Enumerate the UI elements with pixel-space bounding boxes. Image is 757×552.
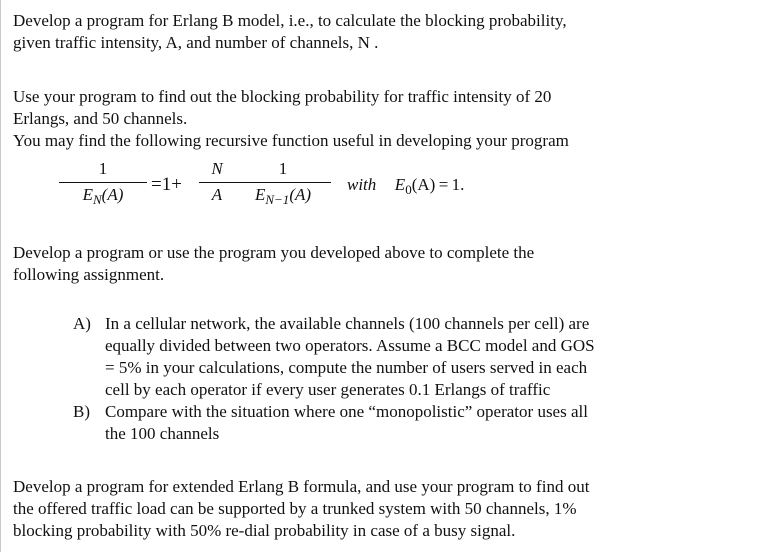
task3-line-3: blocking probability with 50% re-dial probability in case of a busy signal. <box>13 521 516 540</box>
n-over-a-fraction <box>199 158 235 206</box>
list-marker-b: B) <box>73 402 90 421</box>
item-a-line-4: cell by each operator if every user generates 0.1 Erlangs of traffic <box>105 380 551 399</box>
frac1-numerator: N <box>211 159 223 178</box>
with-text: with <box>347 175 377 194</box>
task1-line-1: Use your program to find out the blocking probability for traffic intensity of 20 <box>13 87 552 106</box>
lhs-fraction <box>59 158 147 211</box>
task3-line-2: the offered traffic load can be supported by a trunked system with 50 channels, 1% <box>13 499 577 518</box>
equals-one-plus: =1+ <box>151 174 182 195</box>
frac2-den-arg: (A) <box>289 185 312 204</box>
frac1-bar <box>199 182 235 183</box>
list-item <box>73 401 733 445</box>
lhs-numerator: 1 <box>98 159 108 178</box>
task3-line-1: Develop a program for extended Erlang B formula, and use your program to find out <box>13 477 590 496</box>
task1-paragraph <box>13 86 748 152</box>
task3-paragraph <box>13 476 748 542</box>
initial-condition <box>347 174 464 201</box>
lhs-den-arg: (A) <box>101 185 124 204</box>
list-marker-a: A) <box>73 314 91 333</box>
task2-paragraph <box>13 242 748 286</box>
intro-paragraph <box>13 10 748 54</box>
lhs-den-E: E <box>82 185 93 204</box>
lhs-denominator <box>59 184 147 211</box>
frac2-den-sub: N−1 <box>265 192 290 207</box>
init-sub: 0 <box>405 182 412 197</box>
init-rest: (A) = 1. <box>411 175 465 194</box>
lhs-den-sub: N <box>93 192 102 207</box>
intro-line-2: given traffic intensity, A, and number of channels, N . <box>13 33 379 52</box>
task2-line-1: Develop a program or use the program you developed above to complete the <box>13 243 535 262</box>
recursive-formula <box>59 158 659 222</box>
intro-line-1: Develop a program for Erlang B model, i.e., to calculate the blocking probability, <box>13 11 567 30</box>
task1-line-3: You may find the following recursive function useful in developing your program <box>13 131 569 150</box>
item-a-line-2: equally divided between two operators. Assume a BCC model and GOS <box>105 336 595 355</box>
one-over-e-fraction <box>235 158 331 211</box>
lhs-fraction-bar <box>59 182 147 183</box>
task1-line-2: Erlangs, and 50 channels. <box>13 109 188 128</box>
list-item <box>73 313 733 401</box>
item-a-line-1: In a cellular network, the available channels (100 channels per cell) are <box>105 314 590 333</box>
frac2-denominator <box>235 184 331 211</box>
item-a-line-3: = 5% in your calculations, compute the number of users served in each <box>105 358 588 377</box>
init-E: E <box>394 175 406 194</box>
item-b-line-2: the 100 channels <box>105 424 220 443</box>
task2-line-2: following assignment. <box>13 265 165 284</box>
frac1-denominator: A <box>211 185 223 204</box>
frac2-den-E: E <box>254 185 266 204</box>
assignment-list <box>73 313 733 445</box>
item-b-line-1: Compare with the situation where one “monopolistic” operator uses all <box>105 402 588 421</box>
frac2-bar <box>235 182 331 183</box>
frac2-numerator: 1 <box>278 159 288 178</box>
